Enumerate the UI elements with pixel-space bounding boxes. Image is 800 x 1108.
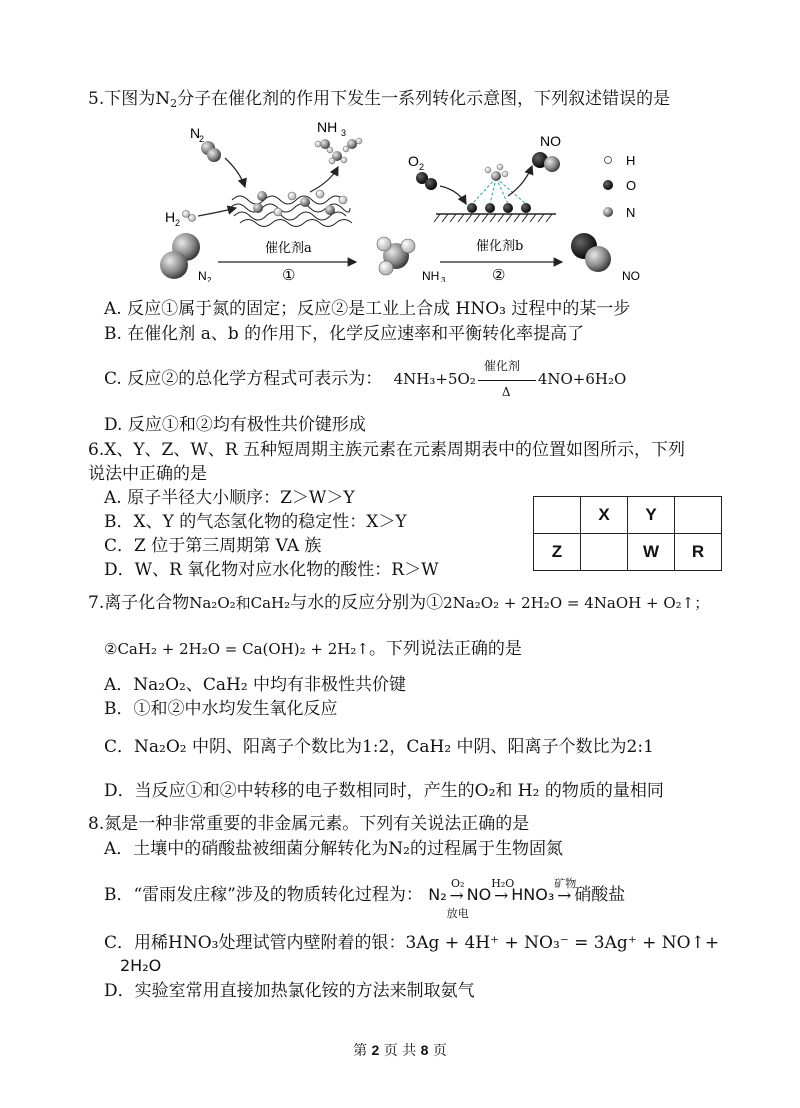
- nh3-molecules-top: [315, 138, 362, 164]
- q8-option-b[interactable]: B．“雷雨发庄稼”涉及的物质转化过程为： N₂ O₂ → 放电 NO H₂O → HNO₃ 矿物 → 硝酸盐: [104, 876, 626, 920]
- adsorbed-atoms-a: [253, 190, 347, 216]
- catalyst-a-label: 催化剂a: [265, 241, 312, 256]
- q5-option-a[interactable]: A. 反应①属于氮的固定；反应②是工业上合成 HNO₃ 过程中的某一步: [104, 299, 631, 319]
- reaction-condition: $\frac{\text{催化剂}}{\Delta}$: [476, 369, 538, 391]
- svg-text:2: 2: [207, 276, 212, 282]
- total-pages: 8: [420, 1042, 429, 1058]
- svg-text:O: O: [626, 178, 637, 193]
- q8-stem: 8.氮是一种非常重要的非金属元素。下列有关说法正确的是: [88, 814, 530, 834]
- svg-text:NH: NH: [422, 269, 440, 282]
- q8-option-c-line2: 2H₂O: [120, 956, 162, 975]
- cell: [534, 497, 581, 534]
- q7-option-c[interactable]: C．Na₂O₂ 中阴、阳离子个数比为1:2，CaH₂ 中阴、阳离子个数比为2:1: [104, 737, 654, 757]
- q6-stem-2: 说法中正确的是: [88, 464, 207, 484]
- q6-option-d[interactable]: D．W、R 氧化物对应水化物的酸性：R＞W: [104, 560, 439, 580]
- svg-text:3: 3: [441, 276, 446, 282]
- svg-text:NO: NO: [540, 133, 561, 149]
- page-footer: 第 2 页 共 8 页: [353, 1042, 447, 1059]
- cell: [581, 534, 628, 571]
- q8-option-c-line1[interactable]: C．用稀HNO₃处理试管内壁附着的银：3Ag + 4H⁺ + NO₃⁻ = 3Ag⁺ + NO↑+: [104, 933, 720, 953]
- svg-text:H: H: [165, 209, 176, 225]
- svg-text:3: 3: [341, 128, 347, 138]
- n2-molecule-top: [201, 141, 221, 162]
- q5-option-c[interactable]: C. 反应②的总化学方程式可表示为： 4NH₃+5O₂ $\frac{\text{催化剂}}{\Delta}$ 4NO+6H₂O: [104, 358, 627, 399]
- discharge-arrow: O₂ → 放电: [446, 876, 469, 920]
- svg-text:NO: NO: [622, 269, 640, 282]
- q5-diagram: [0, 122, 800, 282]
- cell-z: Z: [534, 534, 581, 571]
- svg-text:②: ②: [492, 266, 506, 282]
- svg-text:O: O: [408, 153, 419, 169]
- q8-option-d[interactable]: D．实验室常用直接加热氯化铵的方法来制取氨气: [104, 981, 475, 1001]
- nh3-molecule-large: [377, 237, 415, 275]
- q6-option-c[interactable]: C．Z 位于第三周期第 VA 族: [104, 536, 322, 556]
- q8-option-a[interactable]: A．土壤中的硝酸盐被细菌分解转化为N₂的过程属于生物固氮: [104, 839, 563, 859]
- cell: [675, 497, 722, 534]
- q6-option-a[interactable]: A. 原子半径大小顺序：Z＞W＞Y: [104, 488, 355, 508]
- mineral-arrow: 矿物 →: [554, 876, 577, 906]
- q7-option-a[interactable]: A．Na₂O₂、CaH₂ 中均有非极性共价键: [104, 675, 407, 695]
- periodic-table-fragment: [533, 496, 722, 571]
- current-page: 2: [371, 1042, 380, 1058]
- q5-option-d[interactable]: D. 反应①和②均有极性共价键形成: [104, 415, 366, 435]
- cell-y: Y: [628, 497, 675, 534]
- q7-option-b[interactable]: B．①和②中水均发生氧化反应: [104, 699, 338, 719]
- svg-text:2: 2: [175, 218, 181, 228]
- svg-text:H: H: [626, 153, 636, 168]
- water-arrow: H₂O →: [491, 876, 515, 906]
- q7-stem-2: ②CaH₂ + 2H₂O = Ca(OH)₂ + 2H₂↑。下列说法正确的是: [104, 639, 522, 659]
- q5-option-b[interactable]: B. 在催化剂 a、b 的作用下，化学反应速率和平衡转化率提高了: [104, 324, 585, 344]
- legend: [603, 153, 636, 220]
- svg-text:NH: NH: [317, 122, 338, 135]
- svg-text:①: ①: [282, 266, 296, 282]
- no-molecule-large: [571, 233, 611, 272]
- svg-text:N: N: [198, 269, 207, 282]
- svg-text:N: N: [626, 205, 636, 220]
- catalyst-b-surface: [434, 164, 556, 222]
- cell-w: W: [628, 534, 675, 571]
- q6-stem-1: 6.X、Y、Z、W、R 五种短周期主族元素在元素周期表中的位置如图所示，下列: [88, 440, 686, 460]
- q7-stem-1: 7.离子化合物Na₂O₂和CaH₂与水的反应分别为①2Na₂O₂ + 2H₂O = 4NaOH + O₂↑；: [88, 593, 710, 613]
- q5-stem: 5.下图为$N_2$分子在催化剂的作用下发生一系列转化示意图，下列叙述错误的是: [88, 89, 671, 110]
- svg-text:2: 2: [419, 162, 425, 172]
- n2-top-sub: 2: [199, 134, 205, 144]
- cell-r: R: [675, 534, 722, 571]
- n2-top-label: N: [190, 125, 201, 141]
- catalyst-b-label: 催化剂b: [476, 239, 524, 254]
- q7-option-d[interactable]: D．当反应①和②中转移的电子数相同时，产生的O₂和 H₂ 的物质的量相同: [104, 781, 664, 801]
- q6-option-b[interactable]: B．X、Y 的气态氢化物的稳定性：X＞Y: [104, 512, 407, 532]
- n2-molecule-large: [160, 233, 200, 279]
- cell-x: X: [581, 497, 628, 534]
